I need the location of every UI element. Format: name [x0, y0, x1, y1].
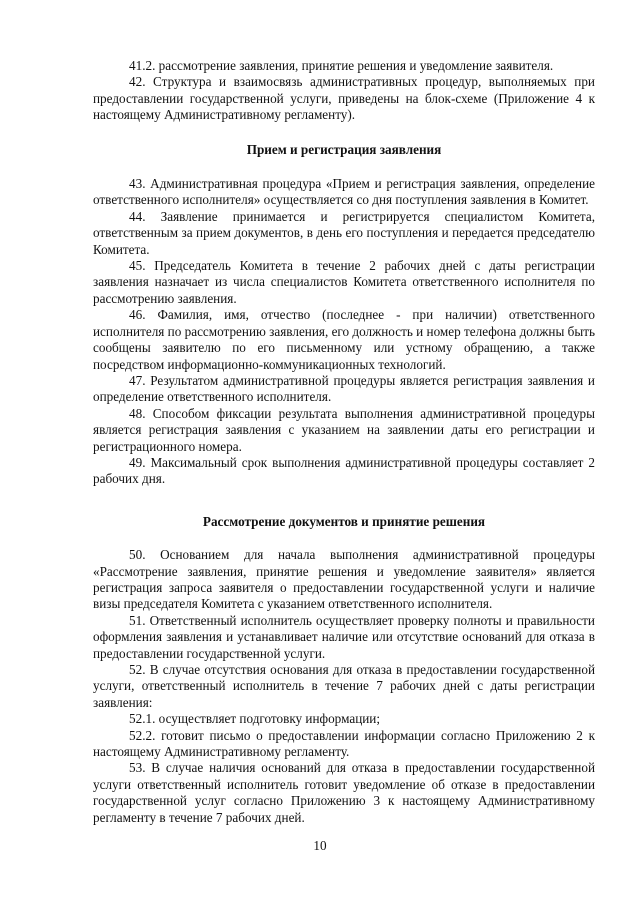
spacer	[93, 488, 595, 514]
paragraph-43: 43. Административная процедура «Прием и регистрация заявления, определение ответственного исполнителя» осуществляется со дня поступления заявления в Комитет.	[93, 176, 595, 208]
paragraph-42: 42. Структура и взаимосвязь административных процедур, выполняемых при предоставлении государственной услуги, приведены на блок-схеме (Приложение 4 к настоящему Административному регламенту).	[93, 74, 595, 123]
section-title-review: Рассмотрение документов и принятие решения	[202, 513, 486, 529]
spacer	[93, 530, 595, 547]
paragraph-53: 53. В случае наличия оснований для отказа в предоставлении государственной услуги ответственный исполнитель готовит уведомление об отказе в предоставлении государственной услуг согласно Приложению 3 к настоящему Административному регламенту в течение 7 рабочих дней.	[93, 760, 595, 825]
paragraph-45: 45. Председатель Комитета в течение 2 рабочих дней с даты регистрации заявления назначает из числа специалистов Комитета ответственного исполнителя по рассмотрению заявления.	[93, 258, 595, 306]
spacer	[93, 158, 595, 176]
document-page	[93, 58, 595, 826]
paragraph-44: 44. Заявление принимается и регистрируется специалистом Комитета, ответственным за прием документов, в день его поступления и передается председателю Комитета.	[93, 208, 595, 257]
page-number: 10	[313, 838, 327, 853]
paragraph-52-1: 52.1. осуществляет подготовку информации;	[129, 711, 381, 727]
paragraph-52-2: 52.2. готовит письмо о предоставлении информации согласно Приложению 2 к настоящему Административному регламенту.	[93, 727, 595, 760]
spacer	[93, 124, 595, 142]
paragraph-47: 47. Результатом административной процедуры является регистрация заявления и определение ответственного исполнителя.	[93, 372, 595, 405]
paragraph-41-2: 41.2. рассмотрение заявления, принятие решения и уведомление заявителя.	[129, 58, 554, 73]
paragraph-46: 46. Фамилия, имя, отчество (последнее - при наличии) ответственного исполнителя по рассмотрению заявления, его должность и номер телефона должны быть сообщены заявителю по его письменному или устному обращению, а также посредством информационно-коммуникационных технологий.	[93, 307, 595, 372]
section-title-reception: Прием и регистрация заявления	[246, 141, 442, 157]
paragraph-52: 52. В случае отсутствия основания для отказа в предоставлении государственной услуги, ответственный исполнитель в течение 7 рабочих дней с даты регистрации заявления:	[93, 662, 595, 710]
paragraph-48: 48. Способом фиксации результата выполнения административной процедуры является регистрация заявления с указанием на заявлении даты его регистрации и регистрационного номера.	[93, 405, 595, 454]
paragraph-51: 51. Ответственный исполнитель осуществляет проверку полноты и правильности оформления заявления и устанавливает наличие или отсутствие оснований для отказа в предоставлении государственной услуги.	[93, 612, 595, 661]
paragraph-50: 50. Основанием для начала выполнения административной процедуры «Рассмотрение заявления, принятие решения и уведомление заявителя» является регистрация запроса заявителя о предоставлении государственной услуги и наличие визы председателя Комитета с указанием ответственного исполнителя.	[93, 547, 595, 612]
paragraph-49: 49. Максимальный срок выполнения административной процедуры составляет 2 рабочих дня.	[93, 454, 595, 487]
